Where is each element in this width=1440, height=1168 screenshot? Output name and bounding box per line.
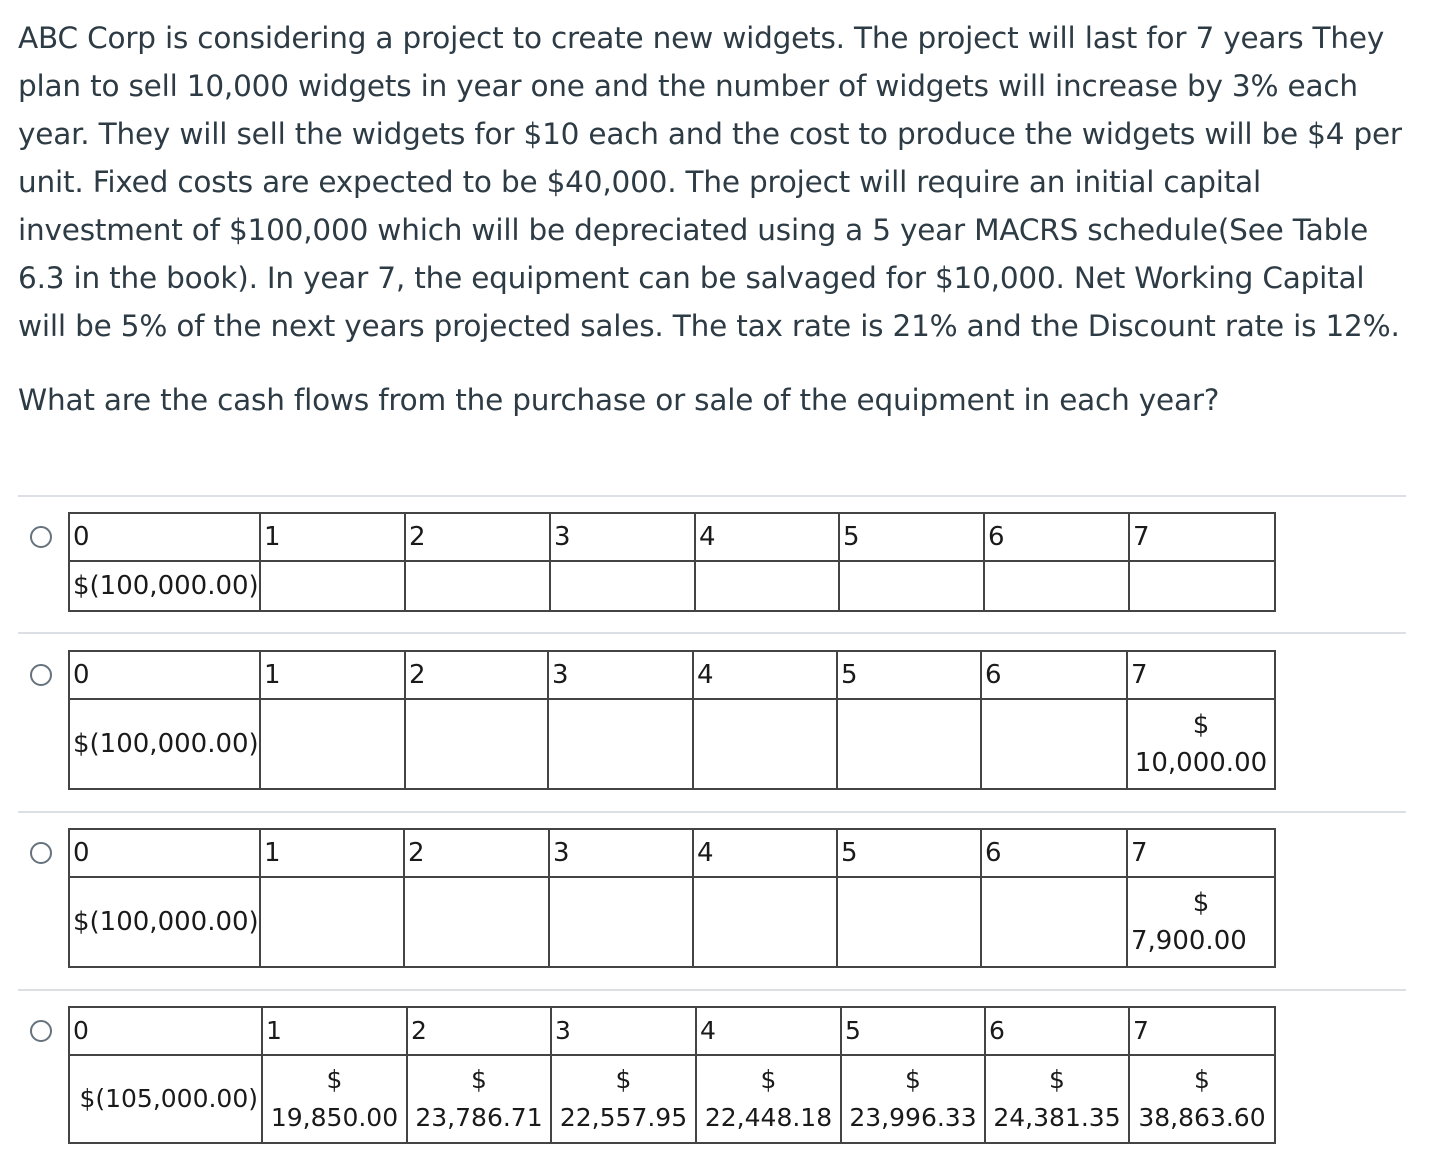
- year-2-header: 2: [405, 651, 548, 699]
- year-0-header: 0: [69, 829, 260, 877]
- amount: 38,863.60: [1138, 1103, 1266, 1132]
- cash-flow-table-b: [68, 650, 1276, 790]
- dollar-sign: $: [760, 1065, 777, 1094]
- year-4-cash-flow: [693, 699, 837, 789]
- amount: 24,381.35: [993, 1103, 1121, 1132]
- amount: 22,448.18: [704, 1103, 833, 1132]
- year-0-cash-flow: $(105,000.00): [69, 1055, 262, 1143]
- year-3-header: 3: [549, 829, 693, 877]
- year-1-cash-flow: [260, 699, 405, 789]
- year-0-header: 0: [69, 651, 260, 699]
- dollar-sign: $: [615, 1065, 632, 1094]
- dollar-sign: $: [471, 1065, 487, 1094]
- year-7-cash-flow: [1127, 699, 1275, 789]
- year-0-cash-flow: $(100,000.00): [69, 699, 260, 789]
- year-5-header: 5: [837, 829, 981, 877]
- amount: 23,786.71: [415, 1103, 543, 1132]
- year-0-header: 0: [69, 513, 260, 561]
- radio-button-a[interactable]: [30, 526, 52, 548]
- year-1-header: 1: [262, 1007, 407, 1055]
- year-7-header: 7: [1127, 651, 1275, 699]
- year-3-header: 3: [548, 651, 693, 699]
- year-4-cash-flow: [693, 877, 837, 967]
- year-6-cash-flow: [985, 1055, 1129, 1143]
- year-7-header: 7: [1129, 1007, 1275, 1055]
- option-separator: [18, 495, 1406, 497]
- year-3-cash-flow: [549, 877, 693, 967]
- year-1-header: 1: [260, 829, 404, 877]
- option-separator: [18, 632, 1406, 634]
- year-5-header: 5: [841, 1007, 985, 1055]
- amount: 7,900.00: [1131, 926, 1247, 956]
- year-7-header: 7: [1127, 829, 1275, 877]
- year-3-header: 3: [551, 1007, 696, 1055]
- year-5-cash-flow: [841, 1055, 985, 1143]
- year-4-header: 4: [693, 829, 837, 877]
- year-6-header: 6: [981, 651, 1127, 699]
- year-4-header: 4: [696, 1007, 841, 1055]
- year-5-cash-flow: [837, 877, 981, 967]
- amount: 10,000.00: [1134, 748, 1268, 778]
- year-5-cash-flow: [839, 561, 984, 611]
- amount: 19,850.00: [270, 1103, 399, 1132]
- year-2-cash-flow: [405, 699, 548, 789]
- year-4-header: 4: [695, 513, 839, 561]
- year-2-header: 2: [407, 1007, 551, 1055]
- year-2-header: 2: [404, 829, 549, 877]
- cash-flow-table-d: [68, 1006, 1276, 1144]
- year-1-cash-flow: [260, 561, 405, 611]
- option-separator: [18, 811, 1406, 813]
- year-4-cash-flow: [696, 1055, 841, 1143]
- year-6-header: 6: [984, 513, 1129, 561]
- year-5-cash-flow: [837, 699, 981, 789]
- year-6-cash-flow: [981, 877, 1127, 967]
- year-2-cash-flow: [405, 561, 550, 611]
- year-1-header: 1: [260, 651, 405, 699]
- option-separator: [18, 989, 1406, 991]
- year-2-cash-flow: [407, 1055, 551, 1143]
- year-7-header: 7: [1129, 513, 1275, 561]
- year-6-header: 6: [981, 829, 1127, 877]
- dollar-sign: $: [1194, 1065, 1210, 1094]
- year-1-cash-flow: [262, 1055, 407, 1143]
- year-3-header: 3: [550, 513, 695, 561]
- dollar-sign: $: [1192, 888, 1210, 918]
- question-text: ABC Corp is considering a project to create new widgets. The project will last for 7 years They plan to sell 10,000 widgets in year one and the number of widgets will increase by 3% each year. They will sell the widgets for $10 each and the cost to produce the widgets will be $4 per unit. Fixed costs are expected to be $40,000. The project will require an initial capital investment of $100,000 which will be depreciated using a 5 year MACRS schedule(See Table 6.3 in the book). In year 7, the equipment can be salvaged for $10,000. Net Working Capital will be 5% of the next years projected sales. The tax rate is 21% and the Discount rate is 12%.: [18, 21, 1402, 343]
- year-7-cash-flow: [1127, 877, 1275, 967]
- year-3-cash-flow: [548, 699, 693, 789]
- year-0-cash-flow: $(100,000.00): [69, 561, 260, 611]
- dollar-sign: $: [1192, 710, 1210, 740]
- radio-button-b[interactable]: [30, 664, 52, 686]
- year-0-cash-flow: $(100,000.00): [69, 877, 260, 967]
- year-6-cash-flow: [984, 561, 1129, 611]
- radio-button-d[interactable]: [30, 1020, 52, 1042]
- cash-flow-table-a: [68, 512, 1276, 612]
- year-1-cash-flow: [260, 877, 404, 967]
- question-prompt: What are the cash flows from the purchase or sale of the equipment in each year?: [18, 383, 1220, 417]
- cash-flow-table-c: [68, 828, 1276, 968]
- year-1-header: 1: [260, 513, 405, 561]
- radio-button-c[interactable]: [30, 842, 52, 864]
- year-7-cash-flow: [1129, 561, 1275, 611]
- dollar-sign: $: [326, 1065, 343, 1094]
- year-2-header: 2: [405, 513, 550, 561]
- year-6-cash-flow: [981, 699, 1127, 789]
- dollar-sign: $: [1049, 1065, 1065, 1094]
- amount: 22,557.95: [559, 1103, 688, 1132]
- year-5-header: 5: [837, 651, 981, 699]
- year-4-header: 4: [693, 651, 837, 699]
- year-2-cash-flow: [404, 877, 549, 967]
- dollar-sign: $: [905, 1065, 921, 1094]
- year-4-cash-flow: [695, 561, 839, 611]
- year-0-header: 0: [69, 1007, 262, 1055]
- amount: 23,996.33: [849, 1103, 977, 1132]
- year-5-header: 5: [839, 513, 984, 561]
- year-6-header: 6: [985, 1007, 1129, 1055]
- year-7-cash-flow: [1129, 1055, 1275, 1143]
- year-3-cash-flow: [550, 561, 695, 611]
- year-3-cash-flow: [551, 1055, 696, 1143]
